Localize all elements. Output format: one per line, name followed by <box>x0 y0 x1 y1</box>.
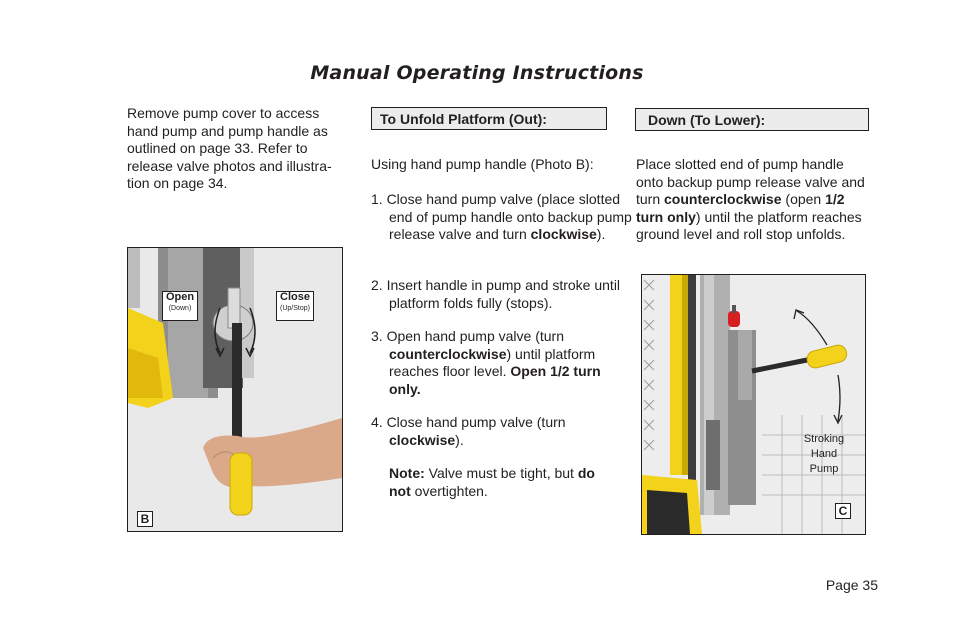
intro-line: outlined on page 33. Refer to <box>127 140 308 157</box>
unfold-step-2: 2. Insert handle in pump and stroke until platform folds fully (stops). <box>371 277 621 311</box>
down-text: ) until the platform reaches ground level and roll stop unfolds. <box>636 208 862 243</box>
note-emphasis: do not <box>389 465 595 499</box>
photo-c <box>641 274 866 535</box>
note-text: Valve must be tight, but <box>424 465 578 481</box>
step-emphasis: clockwise <box>530 226 597 243</box>
close-label: Close <box>280 291 310 303</box>
step-emphasis: clockwise <box>389 431 456 448</box>
step-text: ). <box>596 226 606 243</box>
caption-line: Pump <box>809 463 839 475</box>
intro-line: Remove pump cover to access <box>127 105 320 121</box>
unfold-note <box>389 465 617 500</box>
close-label-box <box>276 291 314 321</box>
page-number: Page 35 <box>825 577 878 593</box>
down-text: Place slotted end of pump handle onto backup pump release valve and turn <box>636 156 865 208</box>
photo-c-letter: C <box>835 503 851 519</box>
page-title: Manual Operating Instructions <box>310 62 644 84</box>
intro-paragraph <box>127 105 352 193</box>
caption-line: Hand <box>810 448 838 460</box>
down-text: (open <box>781 191 826 208</box>
unfold-step-1 <box>371 191 634 244</box>
photo-b-letter: B <box>137 511 153 527</box>
step-text: ). <box>455 431 464 448</box>
stroking-hand-pump-caption <box>792 432 856 477</box>
step-text: 4. Close hand pump valve (turn <box>371 414 566 430</box>
open-label: Open <box>165 291 195 303</box>
down-emphasis: 1/2 turn only <box>636 191 845 225</box>
unfold-header: To Unfold Platform (Out): <box>371 107 607 130</box>
unfold-lead: Using hand pump handle (Photo B): <box>371 156 594 172</box>
unfold-step-4 <box>371 414 634 449</box>
intro-line: hand pump and pump handle as <box>127 122 328 139</box>
unfold-step-3 <box>371 328 634 398</box>
intro-line: tion on page 34. <box>127 175 228 192</box>
down-paragraph <box>636 156 868 244</box>
photo-b <box>127 247 343 532</box>
down-emphasis: counterclockwise <box>664 191 782 208</box>
open-label-box <box>162 291 198 321</box>
down-header: Down (To Lower): <box>635 108 869 131</box>
photo-c-illustration <box>642 275 865 534</box>
step-text: 1. Close hand pump valve (place slotted end of pump handle onto backup pump release valve and turn <box>371 191 632 243</box>
step-emphasis: Open 1/2 turn only. <box>389 363 601 397</box>
intro-line: release valve photos and illustra- <box>127 157 332 174</box>
caption-line: Stroking <box>803 433 845 445</box>
step-emphasis: counterclockwise <box>389 345 507 362</box>
close-sublabel: (Up/Stop) <box>280 305 310 312</box>
open-sublabel: (Down) <box>168 305 192 312</box>
note-text: overtighten. <box>410 482 488 499</box>
step-text: ) until platform reaches floor level. <box>389 345 596 380</box>
step-text: 3. Open hand pump valve (turn <box>371 328 565 344</box>
note-label: Note: <box>389 465 425 481</box>
